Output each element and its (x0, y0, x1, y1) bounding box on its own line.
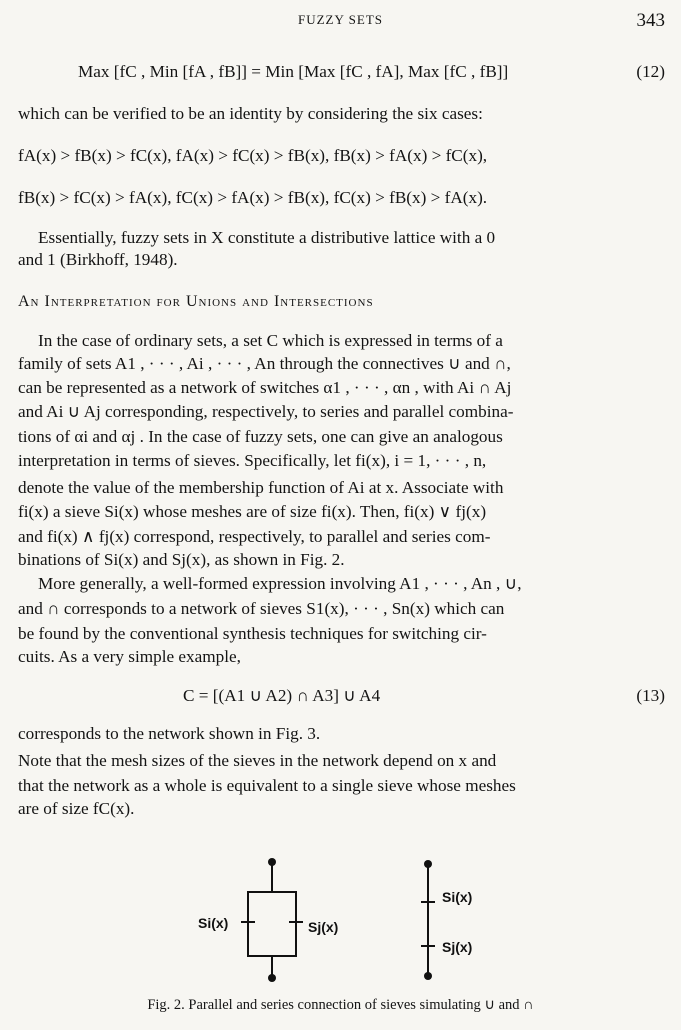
figure-2-diagram (0, 850, 681, 990)
series-network (421, 860, 472, 980)
text-line: binations of Si(x) and Sj(x), as shown in Fig. 2. (18, 550, 345, 569)
text-line: Note that the mesh sizes of the sieves in the network depend on x and (18, 751, 497, 770)
text-line: corresponds to the network shown in Fig. 3. (18, 724, 321, 743)
page-header (0, 10, 681, 32)
text-line: denote the value of the membership function of Ai at x. Associate with (18, 478, 504, 497)
sieve-label-si: Si(x) (198, 915, 229, 931)
equation-13-number: (13) (636, 686, 665, 705)
cases-line: fB(x) > fC(x) > fA(x), fC(x) > fA(x) > fB(x), fC(x) > fB(x) > fA(x). (18, 188, 488, 207)
terminal-node (268, 974, 276, 982)
equation-12: Max [fC , Min [fA , fB]] = Min [Max [fC , fA], Max [fC , fB]] (78, 62, 509, 81)
page-number: 343 (636, 10, 665, 31)
text-line: Essentially, fuzzy sets in X constitute a distributive lattice with a 0 (38, 228, 496, 247)
text-line: that the network as a whole is equivalent to a single sieve whose meshes (18, 776, 516, 795)
section-heading: An Interpretation for Unions and Intersections (18, 293, 374, 310)
equation-13: C = [(A1 ∪ A2) ∩ A3] ∪ A4 (183, 686, 381, 705)
text-line: are of size fC(x). (18, 799, 135, 818)
equation-12-number: (12) (636, 62, 665, 81)
text-line: In the case of ordinary sets, a set C which is expressed in terms of a (38, 331, 503, 350)
text-line: be found by the conventional synthesis techniques for switching cir- (18, 624, 487, 643)
sieve-label-si: Si(x) (442, 889, 473, 905)
text-line: which can be verified to be an identity by considering the six cases: (18, 104, 483, 123)
parallel-network (198, 858, 338, 982)
sieve-label-sj: Sj(x) (442, 939, 473, 955)
figure-caption: Fig. 2. Parallel and series connection of sieves simulating ∪ and ∩ (147, 997, 534, 1013)
text-line: and 1 (Birkhoff, 1948). (18, 250, 178, 269)
text-line: and Ai ∪ Aj corresponding, respectively, to series and parallel combina- (18, 402, 514, 421)
text-line: tions of αi and αj . In the case of fuzzy sets, one can give an analogous (18, 427, 503, 446)
text-line: can be represented as a network of switches α1 , · · · , αn , with Ai ∩ Aj (18, 378, 512, 397)
text-line: fi(x) a sieve Si(x) whose meshes are of size fi(x). Then, fi(x) ∨ fj(x) (18, 502, 487, 521)
text-line: More generally, a well-formed expression involving A1 , · · · , An , ∪, (38, 574, 522, 593)
text-line: and ∩ corresponds to a network of sieves S1(x), · · · , Sn(x) which can (18, 599, 505, 618)
text-line: interpretation in terms of sieves. Specifically, let fi(x), i = 1, · · · , n, (18, 451, 487, 470)
sieve-label-sj: Sj(x) (308, 919, 339, 935)
running-title: FUZZY SETS (298, 12, 383, 27)
cases-line: fA(x) > fB(x) > fC(x), fA(x) > fC(x) > fB(x), fB(x) > fA(x) > fC(x), (18, 146, 488, 165)
text-line: and fi(x) ∧ fj(x) correspond, respectively, to parallel and series com- (18, 527, 491, 546)
terminal-node (424, 972, 432, 980)
text-line: family of sets A1 , · · · , Ai , · · · , An through the connectives ∪ and ∩, (18, 354, 511, 373)
parallel-loop (248, 892, 296, 956)
text-line: cuits. As a very simple example, (18, 647, 241, 666)
